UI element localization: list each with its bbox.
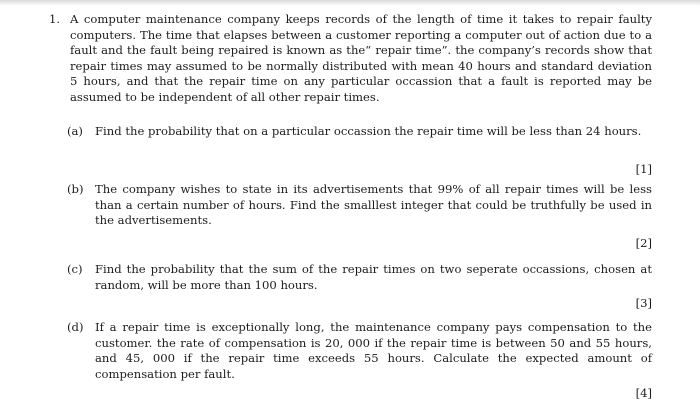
part-b-text: The company wishes to state in its advertisements that 99% of all repair times will be less than a certain number of hours. Find the smalllest integer that could be truthfully be used in the advertisements.: [95, 182, 652, 228]
part-d-label: (d): [67, 320, 84, 334]
part-d: [67, 320, 652, 382]
part-a-label: (a): [67, 124, 83, 138]
part-c: [67, 262, 652, 293]
question-stem-text: A computer maintenance company keeps records of the length of time it takes to repair faulty computers. The time that elapses between a customer reporting a computer out of action due to a fault and the fault being repaired is known as the“ repair time”. the company’s records show that repair times may assumed to be normally distributed with mean 40 hours and standard deviation 5 hours, and that the repair time on any particular occassion that a fault is reported may be assumed to be independent of all other repair times.: [70, 12, 652, 104]
question-number: 1.: [49, 12, 61, 26]
part-c-mark: [3]: [635, 296, 652, 310]
part-b-label: (b): [67, 182, 84, 196]
part-d-text: If a repair time is exceptionally long, the maintenance company pays compensation to the customer. the rate of compensation is 20, 000 if the repair time is between 50 and 55 hours, and 45, 000 if the repair time exceeds 55 hours. Calculate the expected amount of compensation per fault.: [95, 320, 652, 381]
part-a: [67, 124, 652, 140]
part-a-text: Find the probability that on a particular occassion the repair time will be less than 24 hours.: [95, 124, 642, 138]
part-b: [67, 182, 652, 229]
part-c-text: Find the probability that the sum of the repair times on two seperate occassions, chosen at random, will be more than 100 hours.: [95, 262, 652, 292]
page-top-shadow: [0, 0, 700, 6]
part-d-mark: [4]: [635, 386, 652, 400]
part-b-mark: [2]: [635, 236, 652, 250]
question-stem: [49, 12, 652, 106]
part-c-label: (c): [67, 262, 83, 276]
part-a-mark: [1]: [635, 162, 652, 176]
